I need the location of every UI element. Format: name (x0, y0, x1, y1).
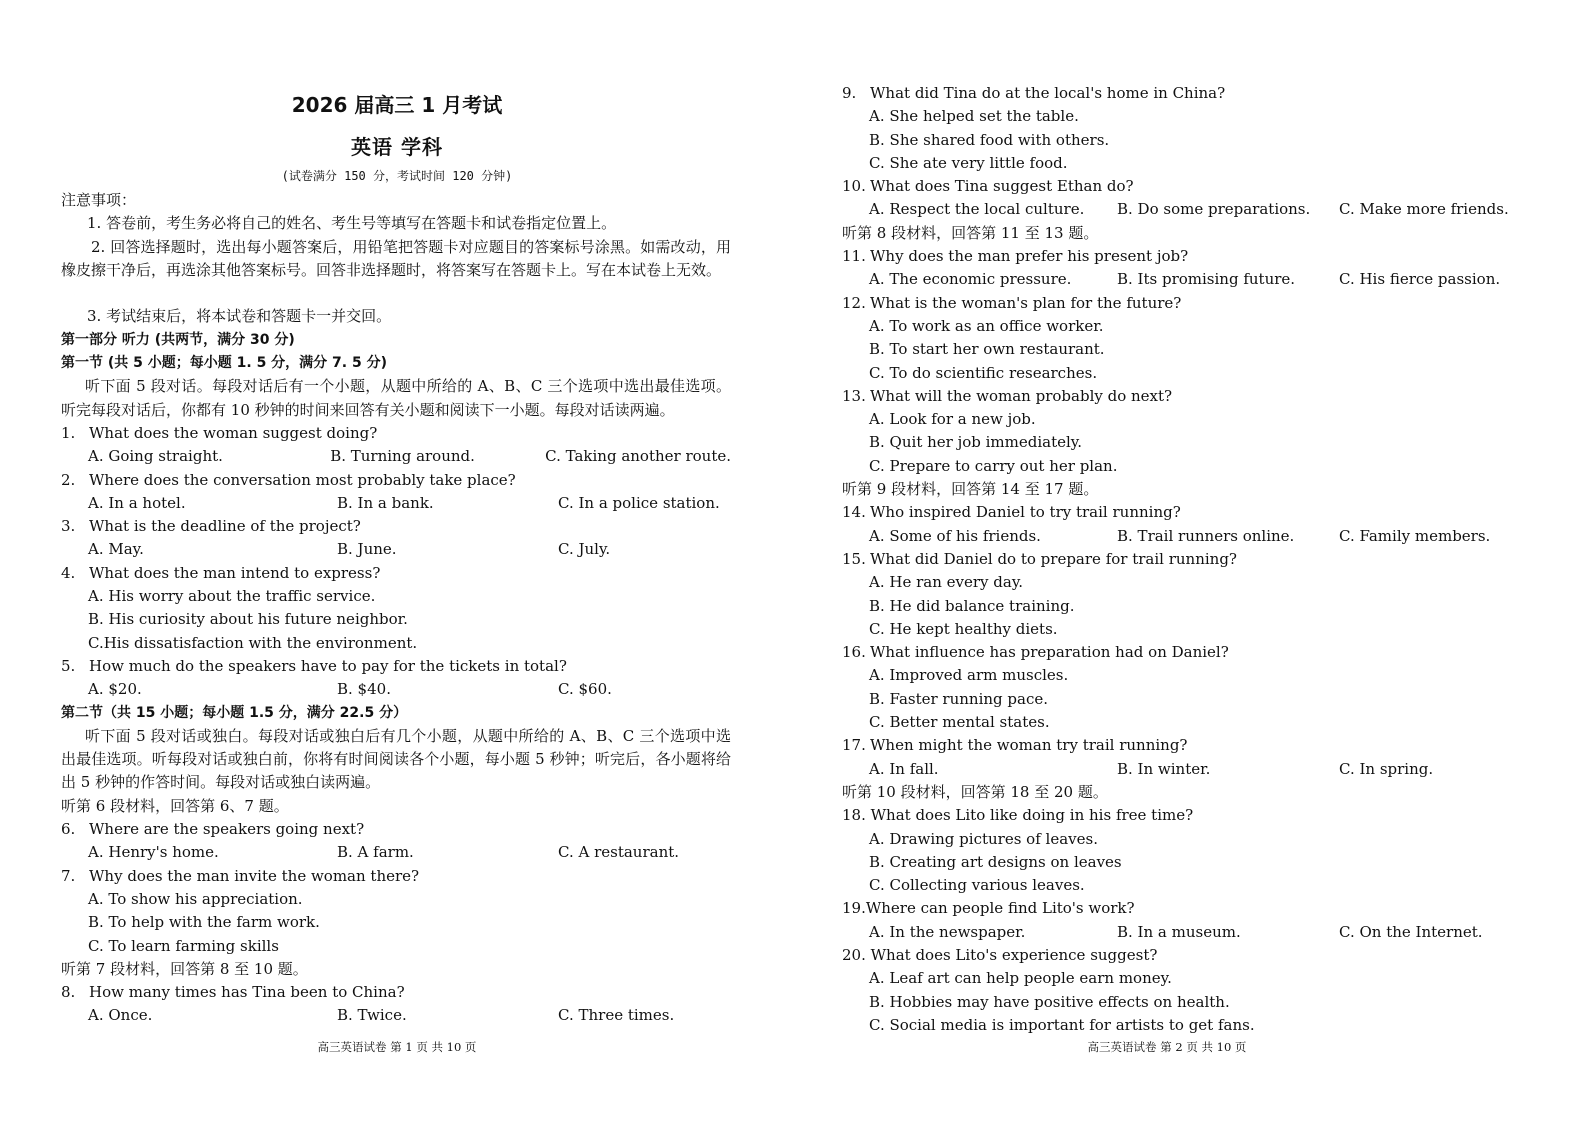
options (61, 538, 731, 561)
exam-note: (试卷满分 150 分，考试时间 120 分钟) (281, 169, 513, 183)
options (61, 678, 731, 701)
option-b: B. Quit her job immediately. (869, 433, 1083, 452)
question-2: 2. Where does the conversation most probably take place? (61, 470, 516, 489)
option-c: C. Make more friends. (1339, 200, 1509, 219)
option-a: A. In the newspaper. (869, 922, 1026, 941)
option-c: C. On the Internet. (1339, 922, 1483, 941)
page-footer: 高三英语试卷 第 2 页 共 10 页 (1087, 1040, 1247, 1054)
question-5: 5. How much do the speakers have to pay for the tickets in total? (61, 656, 567, 675)
option-a: A. He ran every day. (869, 573, 1024, 592)
exam-page-2 (794, 0, 1588, 1123)
options (61, 445, 731, 468)
option-a: A. Improved arm muscles. (869, 666, 1069, 685)
section-instructions: 听下面 5 段对话。每段对话后有一个小题，从题中所给的 A、B、C 三个选项中选出最佳选项。听完每段对话后，你都有 10 秒钟的时间来回答有关小题和阅读下一小题。每段对话读两遍。 (61, 377, 731, 419)
question-17: 17. When might the woman try trail running? (842, 736, 1188, 755)
option-b: B. She shared food with others. (869, 130, 1110, 149)
option-b: B. In a bank. (337, 493, 434, 512)
page-footer: 高三英语试卷 第 1 页 共 10 页 (317, 1040, 477, 1054)
options (61, 492, 731, 515)
option-a: A. Henry's home. (88, 843, 219, 862)
part-heading: 第一部分 听力 (共两节，满分 30 分) (61, 331, 295, 348)
option-a: A. His worry about the traffic service. (88, 587, 376, 606)
option-a: A. She helped set the table. (869, 107, 1079, 126)
option-b: B. June. (337, 540, 397, 559)
notice-item: 2. 回答选择题时，选出每小题答案后，用铅笔把答题卡对应题目的答案标号涂黑。如需改动，用橡皮擦干净后，再选涂其他答案标号。回答非选择题时，将答案写在答题卡上。写在本试卷上无效。 (61, 237, 731, 279)
option-c: C. In a police station. (558, 493, 720, 512)
option-c: C. To learn farming skills (88, 936, 279, 955)
question-9: 9. What did Tina do at the local's home in China? (842, 84, 1226, 102)
options (61, 841, 731, 864)
option-a: A. In a hotel. (88, 493, 186, 512)
question-6: 6. Where are the speakers going next? (61, 820, 365, 839)
option-b: B. To start her own restaurant. (869, 340, 1105, 359)
option-a: A. In fall. (869, 759, 939, 778)
option-c: C. Better mental states. (869, 713, 1050, 732)
material-heading: 听第 9 段材料，回答第 14 至 17 题。 (842, 480, 1099, 499)
question-14: 14. Who inspired Daniel to try trail running? (842, 503, 1181, 522)
option-c: C. Three times. (558, 1006, 675, 1025)
question-18: 18. What does Lito like doing in his free time? (842, 806, 1194, 825)
option-a: A. To work as an office worker. (869, 316, 1104, 335)
question-10: 10. What does Tina suggest Ethan do? (842, 177, 1134, 196)
option-b: B. Creating art designs on leaves (869, 852, 1122, 871)
page2-column (842, 82, 1542, 1037)
option-c: C. Social media is important for artists to get fans. (869, 1015, 1255, 1034)
material-heading: 听第 6 段材料，回答第 6、7 题。 (61, 796, 289, 815)
option-b: B. Faster running pace. (869, 689, 1049, 708)
options (842, 525, 1542, 548)
option-b: B. In winter. (1117, 759, 1211, 778)
options (842, 268, 1542, 291)
option-c: C. A restaurant. (558, 843, 680, 862)
option-a: A. Look for a new job. (869, 410, 1036, 429)
option-c: C. Family members. (1339, 526, 1491, 545)
option-c: C. He kept healthy diets. (869, 619, 1058, 638)
option-b: B. Trail runners online. (1117, 526, 1295, 545)
option-b: B. He did balance training. (869, 596, 1075, 615)
question-8: 8. How many times has Tina been to China? (61, 983, 405, 1002)
option-a: A. Respect the local culture. (869, 200, 1085, 219)
notice-item: 3. 考试结束后，将本试卷和答题卡一并交回。 (87, 307, 392, 326)
option-c: C. Collecting various leaves. (869, 876, 1085, 895)
option-a: A. $20. (88, 680, 142, 699)
question-13: 13. What will the woman probably do next? (842, 386, 1173, 405)
option-c: C. His fierce passion. (1339, 270, 1501, 289)
option-b: B. A farm. (337, 843, 414, 862)
options (842, 198, 1542, 221)
option-a: A. Going straight. (88, 447, 223, 466)
question-7: 7. Why does the man invite the woman there? (61, 866, 420, 885)
option-b: B. His curiosity about his future neighbor. (88, 610, 408, 629)
option-a: A. Drawing pictures of leaves. (869, 829, 1098, 848)
question-20: 20. What does Lito's experience suggest? (842, 945, 1158, 964)
notice-item: 1. 答卷前，考生务必将自己的姓名、考生号等填写在答题卡和试卷指定位置上。 (87, 214, 617, 233)
question-11: 11. Why does the man prefer his present job? (842, 247, 1189, 266)
question-3: 3. What is the deadline of the project? (61, 517, 361, 536)
options (842, 921, 1542, 944)
question-15: 15. What did Daniel do to prepare for trail running? (842, 549, 1237, 568)
option-c: C. July. (558, 540, 611, 559)
material-heading: 听第 7 段材料，回答第 8 至 10 题。 (61, 959, 308, 978)
option-a: A. Once. (88, 1006, 153, 1025)
exam-title: 2026 届高三 1 月考试 (291, 93, 503, 117)
option-b: B. Its promising future. (1117, 270, 1296, 289)
option-a: A. The economic pressure. (869, 270, 1072, 289)
question-19: 19.Where can people find Lito's work? (842, 899, 1135, 918)
option-a: A. Leaf art can help people earn money. (869, 969, 1172, 988)
section-instructions: 听下面 5 段对话或独白。每段对话或独白后有几个小题，从题中所给的 A、B、C 三个选项中选出最佳选项。听每段对话或独白前，你将有时间阅读各个小题，每小题 5 秒钟；听完后，各小题将给出 5 秒钟的作答时间。每段对话或独白读两遍。 (61, 726, 731, 792)
question-4: 4. What does the man intend to express? (61, 563, 381, 582)
page1-column (61, 189, 731, 1028)
option-a: A. To show his appreciation. (88, 889, 303, 908)
material-heading: 听第 8 段材料，回答第 11 至 13 题。 (842, 223, 1099, 242)
option-b: B. Turning around. (330, 447, 475, 466)
option-c: C. $60. (558, 680, 612, 699)
option-b: B. Twice. (337, 1006, 407, 1025)
option-b: B. Hobbies may have positive effects on health. (869, 992, 1230, 1011)
section-heading: 第二节（共 15 小题；每小题 1.5 分，满分 22.5 分） (61, 704, 408, 721)
option-b: B. Do some preparations. (1117, 200, 1311, 219)
question-1: 1. What does the woman suggest doing? (61, 423, 378, 442)
option-c: C. Prepare to carry out her plan. (869, 456, 1118, 475)
section-heading: 第一节 (共 5 小题；每小题 1. 5 分，满分 7. 5 分) (61, 355, 388, 372)
material-heading: 听第 10 段材料，回答第 18 至 20 题。 (842, 782, 1108, 801)
option-c: C. Taking another route. (545, 447, 731, 466)
question-16: 16. What influence has preparation had on Daniel? (842, 643, 1229, 662)
exam-subject: 英语 学科 (351, 135, 443, 159)
options (61, 1004, 731, 1027)
option-c: C. In spring. (1339, 759, 1434, 778)
option-b: B. $40. (337, 680, 391, 699)
question-12: 12. What is the woman's plan for the future? (842, 293, 1182, 312)
option-a: A. May. (88, 540, 144, 559)
option-b: B. To help with the farm work. (88, 913, 320, 932)
option-a: A. Some of his friends. (869, 526, 1041, 545)
option-c: C. She ate very little food. (869, 153, 1068, 172)
option-c: C. To do scientific researches. (869, 363, 1098, 382)
notice-heading: 注意事项： (61, 191, 137, 209)
options (842, 758, 1542, 781)
option-c: C.His dissatisfaction with the environment. (88, 633, 418, 652)
option-b: B. In a museum. (1117, 922, 1241, 941)
